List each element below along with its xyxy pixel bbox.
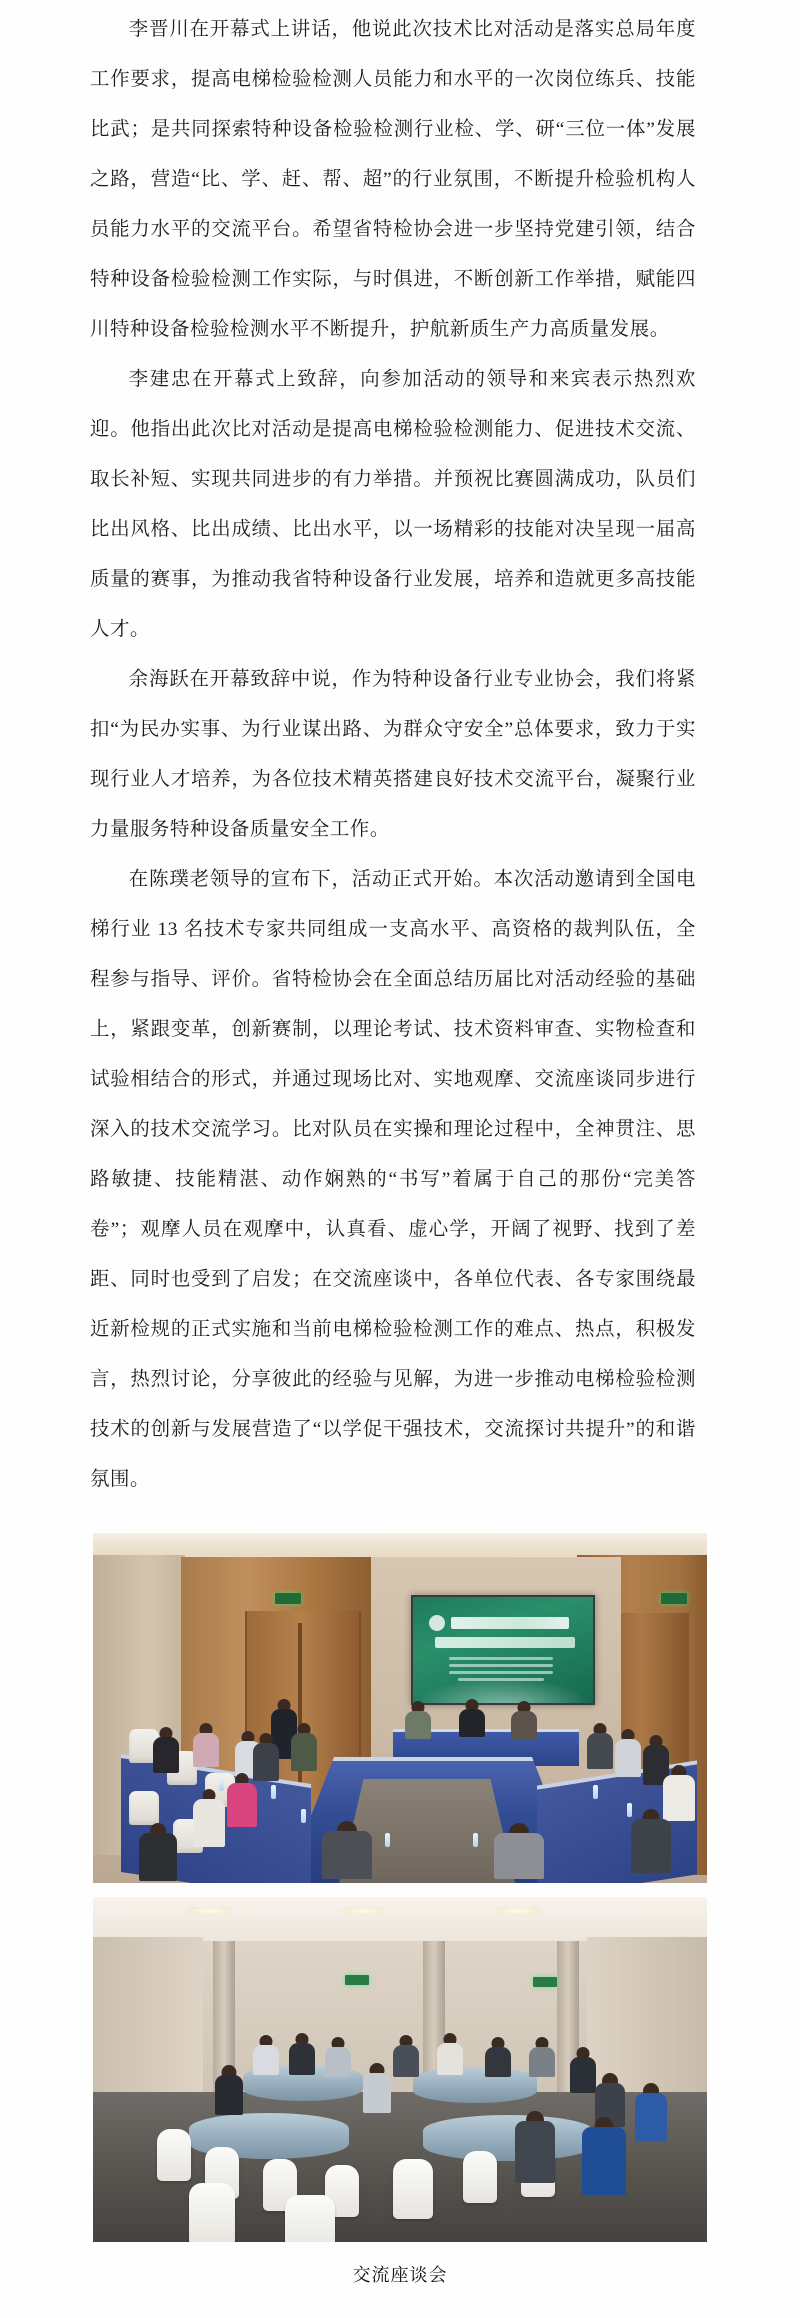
banquet-chair — [157, 2129, 191, 2181]
attendee-body — [363, 2073, 391, 2113]
attendee — [437, 2033, 463, 2075]
attendee — [633, 2083, 669, 2143]
attendee-body — [631, 1819, 671, 1873]
attendee-body — [153, 1737, 179, 1773]
attendee-body — [393, 2045, 419, 2077]
attendee-body — [485, 2047, 511, 2077]
attendee — [137, 1823, 179, 1883]
slide-title-line-1 — [451, 1617, 569, 1629]
ceiling-light-icon — [497, 1907, 539, 1915]
attendee — [319, 1821, 375, 1883]
paragraph-4: 在陈璞老领导的宣布下，活动正式开始。本次活动邀请到全国电梯行业 13 名技术专家共同组成一支高水平、高资格的裁判队伍，全程参与指导、评价。省特检协会在全面总结历届比对活动经验的基础上，紧跟变革，创新赛制，以理论考试、技术资料审查、实物检查和试验相结合的形式，并通过现场比对、实地观摩、交流座谈同步进行深入的技术交流学习。比对队员在实操和理论过程中，全神贯注、思路敏捷、技能精湛、动作娴熟的“书写”着属于自己的那份“完美答卷”；观摩人员在观摩中，认真看、虚心学，开阔了视野、找到了差距、同时也受到了启发；在交流座谈中，各单位代表、各专家围绕最近新检规的正式实施和当前电梯检验检测工作的难点、热点，积极发言，热烈讨论，分享彼此的经验与见解，为进一步推动电梯检验检测技术的创新与发展营造了“以学促干强技术，交流探讨共提升”的和谐氛围。 — [90, 869, 696, 1490]
attendee — [579, 2117, 629, 2203]
attendee — [393, 2035, 419, 2077]
attendee-body — [511, 1711, 537, 1739]
attendee — [289, 2033, 315, 2075]
attendee — [151, 1727, 181, 1775]
attendee-body — [289, 2043, 315, 2075]
attendee — [629, 1809, 673, 1879]
attendee — [491, 1823, 547, 1883]
attendee-body — [227, 1783, 257, 1827]
figure-conference-room — [0, 1533, 800, 1883]
attendee-body — [139, 1833, 177, 1881]
attendee-body — [291, 1733, 317, 1771]
attendee-body — [325, 2047, 351, 2077]
attendee — [511, 1701, 537, 1739]
slide-text-line — [449, 1664, 553, 1667]
round-table — [423, 2115, 593, 2161]
attendee — [459, 1699, 485, 1739]
exit-sign-icon — [661, 1593, 687, 1604]
page-bottom-spacer — [0, 2292, 800, 2310]
figure-discussion-hall — [0, 1897, 800, 2242]
water-bottle — [301, 1809, 306, 1823]
banquet-chair — [189, 2183, 235, 2242]
attendee — [253, 2035, 279, 2075]
projection-screen — [411, 1595, 595, 1705]
banquet-chair — [285, 2195, 335, 2242]
attendee — [191, 1789, 227, 1849]
slide-text-line — [449, 1657, 553, 1660]
water-bottle — [271, 1785, 276, 1799]
attendee-body — [635, 2093, 667, 2141]
ceiling-light-icon — [343, 1907, 385, 1915]
photo-discussion-hall — [93, 1897, 707, 2242]
attendee-body — [459, 1709, 485, 1737]
slide-decor-wave — [413, 1677, 593, 1703]
water-bottle — [593, 1785, 598, 1799]
attendee-body — [253, 2045, 279, 2075]
paragraph-2: 李建忠在开幕式上致辞，向参加活动的领导和来宾表示热烈欢迎。他指出此次比对活动是提高电梯检验检测能力、促进技术交流、取长补短、实现共同进步的有力举措。并预祝比赛圆满成功，队员们比出风格、比出成绩、比出水平，以一场精彩的技能对决呈现一届高质量的赛事，为推动我省特种设备行业发展，培养和造就更多高技能人才。 — [90, 369, 696, 640]
water-bottle — [473, 1833, 478, 1847]
banquet-chair — [393, 2159, 433, 2219]
attendee-body — [215, 2075, 243, 2115]
attendee-body — [405, 1711, 431, 1739]
attendee — [191, 1723, 221, 1769]
slide-title-line-2 — [435, 1637, 575, 1648]
exit-sign-icon — [275, 1593, 301, 1604]
attendee — [513, 2111, 557, 2189]
emblem-icon — [429, 1615, 445, 1631]
attendee-body — [322, 1831, 372, 1879]
paragraph-1: 李晋川在开幕式上讲话，他说此次技术比对活动是落实总局年度工作要求，提高电梯检验检测人员能力和水平的一次岗位练兵、技能比武；是共同探索特种设备检验检测行业检、学、研“三位一体”发展之路，营造“比、学、赶、帮、超”的行业氛围，不断提升检验机构人员能力水平的交流平台。希望省特检协会进一步坚持党建引领，结合特种设备检验检测工作实际，与时俱进，不断创新工作举措，赋能四川特种设备检验检测水平不断提升，护航新质生产力高质量发展。 — [90, 19, 696, 340]
attendee — [405, 1701, 431, 1739]
banquet-chair — [463, 2151, 497, 2203]
attendee-body — [587, 1733, 613, 1769]
photo-conference-room — [93, 1533, 707, 1883]
figure-caption: 交流座谈会 — [352, 2265, 448, 2285]
attendee — [213, 2065, 245, 2117]
attendee — [485, 2037, 511, 2077]
water-bottle — [219, 1777, 224, 1791]
exit-sign-icon — [533, 1977, 557, 1987]
attendee — [225, 1773, 259, 1829]
attendee-body — [529, 2047, 555, 2077]
figure-list — [0, 1533, 800, 2292]
attendee — [529, 2037, 555, 2077]
attendee — [289, 1723, 319, 1773]
ceiling-light-icon — [189, 1907, 231, 1915]
attendee-body — [582, 2127, 626, 2195]
slide-text-line — [449, 1671, 553, 1674]
attendee-body — [193, 1799, 225, 1847]
attendee-body — [494, 1833, 544, 1879]
round-table — [413, 2067, 537, 2103]
attendee-body — [437, 2043, 463, 2075]
attendee — [325, 2037, 351, 2077]
attendee-body — [193, 1733, 219, 1767]
attendee — [585, 1723, 615, 1771]
exit-sign-icon — [345, 1975, 369, 1985]
chair — [129, 1791, 159, 1825]
attendee — [613, 1729, 643, 1779]
attendee-body — [615, 1739, 641, 1777]
water-bottle — [385, 1833, 390, 1847]
water-bottle — [627, 1803, 632, 1817]
attendee — [361, 2063, 393, 2115]
paragraph-3: 余海跃在开幕致辞中说，作为特种设备行业专业协会，我们将紧扣“为民办实事、为行业谋出路、为群众守安全”总体要求，致力于实现行业人才培养，为各位技术精英搭建良好技术交流平台，凝聚行业力量服务特种设备质量安全工作。 — [90, 669, 696, 840]
attendee-body — [515, 2121, 555, 2183]
